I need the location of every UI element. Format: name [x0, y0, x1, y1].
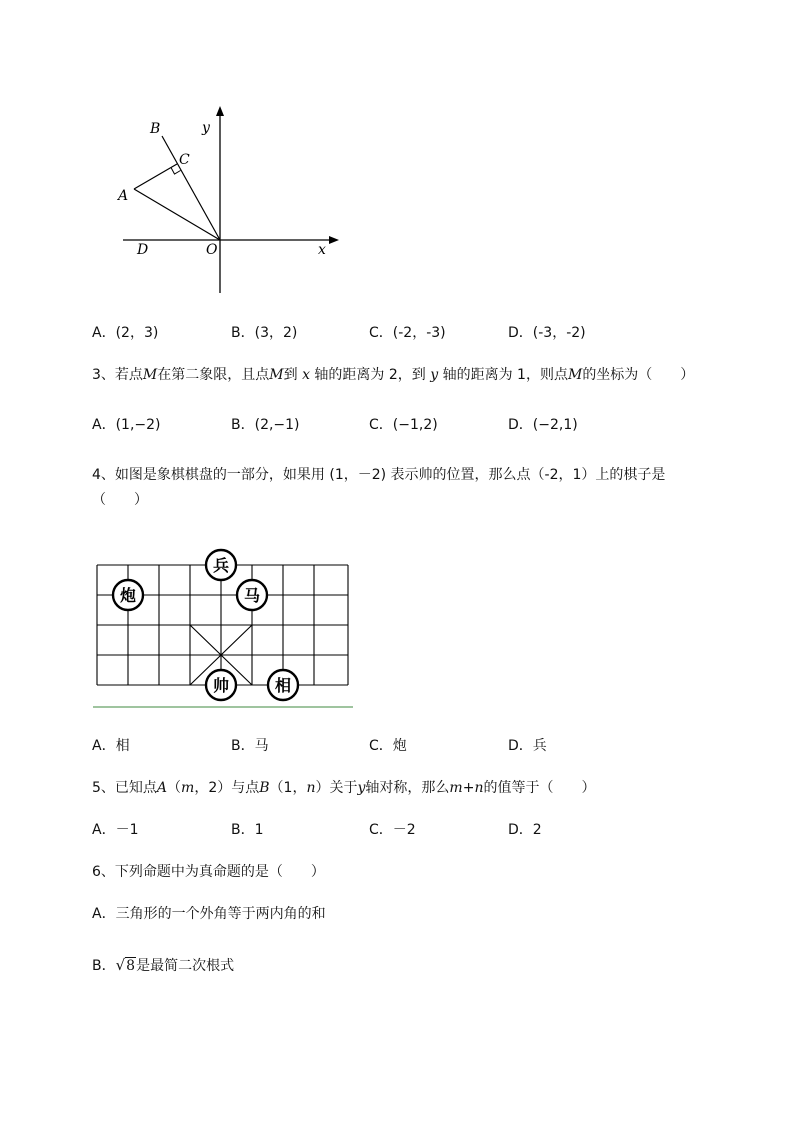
right-angle-mark [171, 168, 181, 175]
piece-ma-label: 马 [243, 586, 261, 605]
q2-option-a: A．(2，3) [92, 325, 159, 341]
q6-question: 6、下列命题中为真命题的是（ ） [92, 864, 325, 880]
q4-option-a: A．相 [92, 738, 130, 754]
q5-var-n: n [306, 780, 316, 796]
q3-var-y: y [430, 367, 439, 383]
q3-option-d: D．(−2,1) [508, 417, 578, 433]
label-B: B [150, 121, 161, 137]
label-x: x [318, 242, 326, 258]
q4-option-b: B．马 [231, 738, 269, 754]
label-y: y [202, 120, 210, 136]
q6-option-b-prefix: B． [92, 958, 116, 974]
q5-var-A: A [156, 780, 168, 796]
segment-OB [162, 136, 220, 240]
label-A: A [118, 188, 129, 204]
piece-shuai [206, 670, 236, 700]
piece-ma [237, 580, 267, 610]
q5-text-2: （ [167, 780, 182, 796]
q5-option-d: D．2 [508, 822, 542, 838]
chess-board-figure [90, 544, 356, 712]
q3-var-x: x [302, 367, 310, 383]
q5-text-14: 的值等于（ ） [483, 780, 596, 796]
q3-var-M: M [142, 367, 158, 383]
sqrt-radicand: 8 [126, 958, 136, 974]
sqrt-symbol: √ [115, 956, 126, 974]
q4-question-line2: （ ） [92, 492, 148, 508]
q5-question [92, 779, 595, 797]
q3-text-8: 轴的距离为 1，则点 [438, 367, 568, 383]
q2-option-d: D．(-3，-2) [508, 325, 586, 341]
piece-xiang-label: 相 [274, 676, 292, 695]
q3-text-0: 3、若点 [92, 367, 143, 383]
q3-text-4: 到 [283, 367, 303, 383]
label-C: C [179, 152, 190, 168]
q5-var-m2: m [449, 780, 463, 796]
q4-option-d: D．兵 [508, 738, 547, 754]
q5-var-y: y [357, 780, 366, 796]
q5-text-8: ）关于 [315, 780, 358, 796]
y-axis-arrow [216, 106, 224, 116]
piece-pao-label: 炮 [119, 586, 137, 605]
q5-text-0: 5、已知点 [92, 780, 157, 796]
q6-option-b [92, 956, 234, 975]
q5-var-n2: n [474, 780, 484, 796]
q5-var-m: m [181, 780, 195, 796]
q3-text-10: 的坐标为（ ） [582, 367, 695, 383]
q5-var-B: B [259, 780, 270, 796]
piece-pao [113, 580, 143, 610]
q6-option-b-suffix: 是最简二次根式 [136, 958, 235, 974]
coordinate-figure [110, 100, 350, 300]
q3-option-c: C．(−1,2) [369, 417, 438, 433]
q3-var-M: M [567, 367, 583, 383]
q5-text-10: 轴对称，那么 [365, 780, 450, 796]
q5-text-12: + [462, 780, 475, 796]
q3-option-a: A．(1,−2) [92, 417, 161, 433]
q3-text-6: 轴的距离为 2，到 [309, 367, 431, 383]
x-axis-arrow [329, 236, 339, 244]
q6-option-a: A．三角形的一个外角等于两内角的和 [92, 906, 326, 922]
piece-bing [206, 550, 236, 580]
q5-option-a: A．－1 [92, 822, 139, 838]
q2-option-c: C．(-2，-3) [369, 325, 446, 341]
piece-bing-label: 兵 [212, 556, 230, 575]
q3-question [92, 366, 694, 384]
q3-option-b: B．(2,−1) [231, 417, 300, 433]
label-D: D [137, 242, 149, 258]
q4-option-c: C．炮 [369, 738, 407, 754]
q4-question-line1: 4、如图是象棋棋盘的一部分，如果用 (1，－2) 表示帅的位置，那么点（-2，1）上的棋子是 [92, 467, 666, 483]
piece-xiang [268, 670, 298, 700]
q3-var-M: M [269, 367, 284, 383]
q5-text-6: （1， [269, 780, 307, 796]
piece-shuai-label: 帅 [212, 676, 230, 695]
q3-text-2: 在第二象限，且点 [157, 367, 270, 383]
q5-text-4: ，2）与点 [194, 780, 260, 796]
q2-option-b: B．(3，2) [231, 325, 298, 341]
q5-option-c: C．－2 [369, 822, 416, 838]
segment-OA [134, 189, 220, 240]
label-O: O [206, 242, 218, 258]
segment-AC [134, 164, 177, 189]
q5-option-b: B．1 [231, 822, 264, 838]
